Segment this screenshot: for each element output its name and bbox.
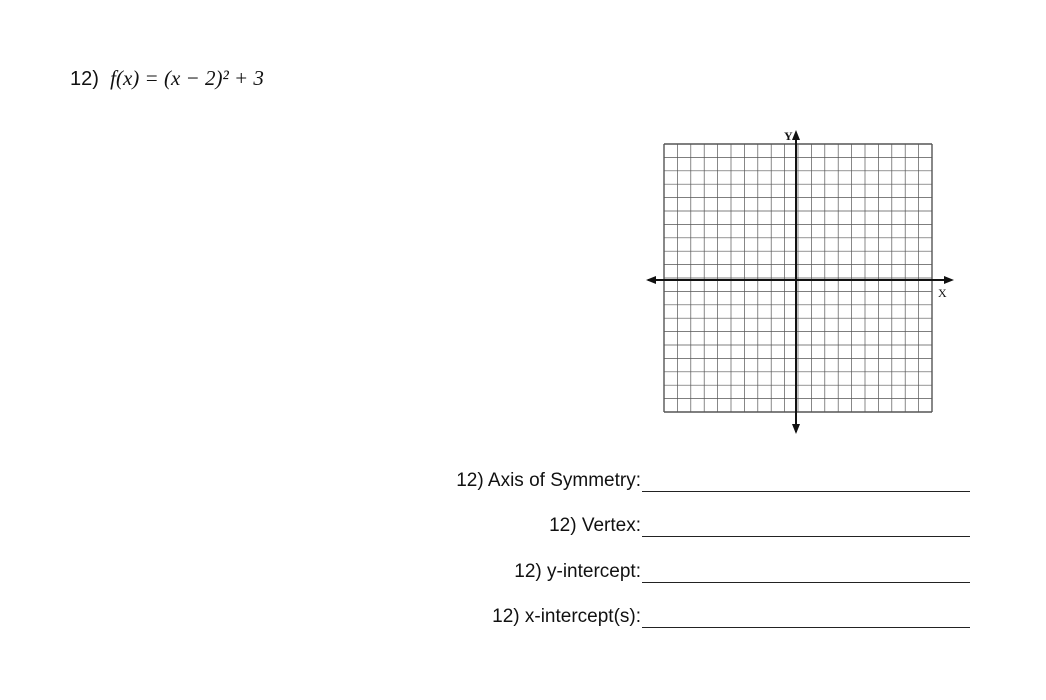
- problem-statement: [70, 66, 264, 91]
- axes: [646, 129, 954, 434]
- x-axis-right-arrow: [944, 276, 954, 284]
- x-intercepts-blank[interactable]: [642, 609, 970, 628]
- vertex-row: [549, 515, 970, 537]
- y-axis-label: Y: [784, 129, 793, 143]
- x-axis-left-arrow: [646, 276, 656, 284]
- y-intercept-label: 12) y-intercept:: [514, 561, 641, 582]
- x-intercepts-row: [492, 606, 970, 628]
- y-intercept-row: [514, 561, 970, 583]
- axis-of-symmetry-label: 12) Axis of Symmetry:: [456, 470, 641, 491]
- y-axis-top-arrow: [792, 130, 800, 140]
- coordinate-grid[interactable]: [640, 120, 970, 440]
- y-intercept-blank[interactable]: [642, 564, 970, 583]
- x-axis-label: X: [938, 286, 947, 300]
- grid-lines: [664, 144, 932, 412]
- axis-of-symmetry-blank[interactable]: [642, 473, 970, 492]
- x-intercepts-label: 12) x-intercept(s):: [492, 606, 641, 627]
- vertex-blank[interactable]: [642, 518, 970, 537]
- y-axis-bottom-arrow: [792, 424, 800, 434]
- axis-of-symmetry-row: [456, 470, 970, 492]
- vertex-label: 12) Vertex:: [549, 515, 641, 536]
- problem-number: 12): [70, 68, 99, 90]
- function-expression: f(x) = (x − 2)² + 3: [110, 66, 264, 90]
